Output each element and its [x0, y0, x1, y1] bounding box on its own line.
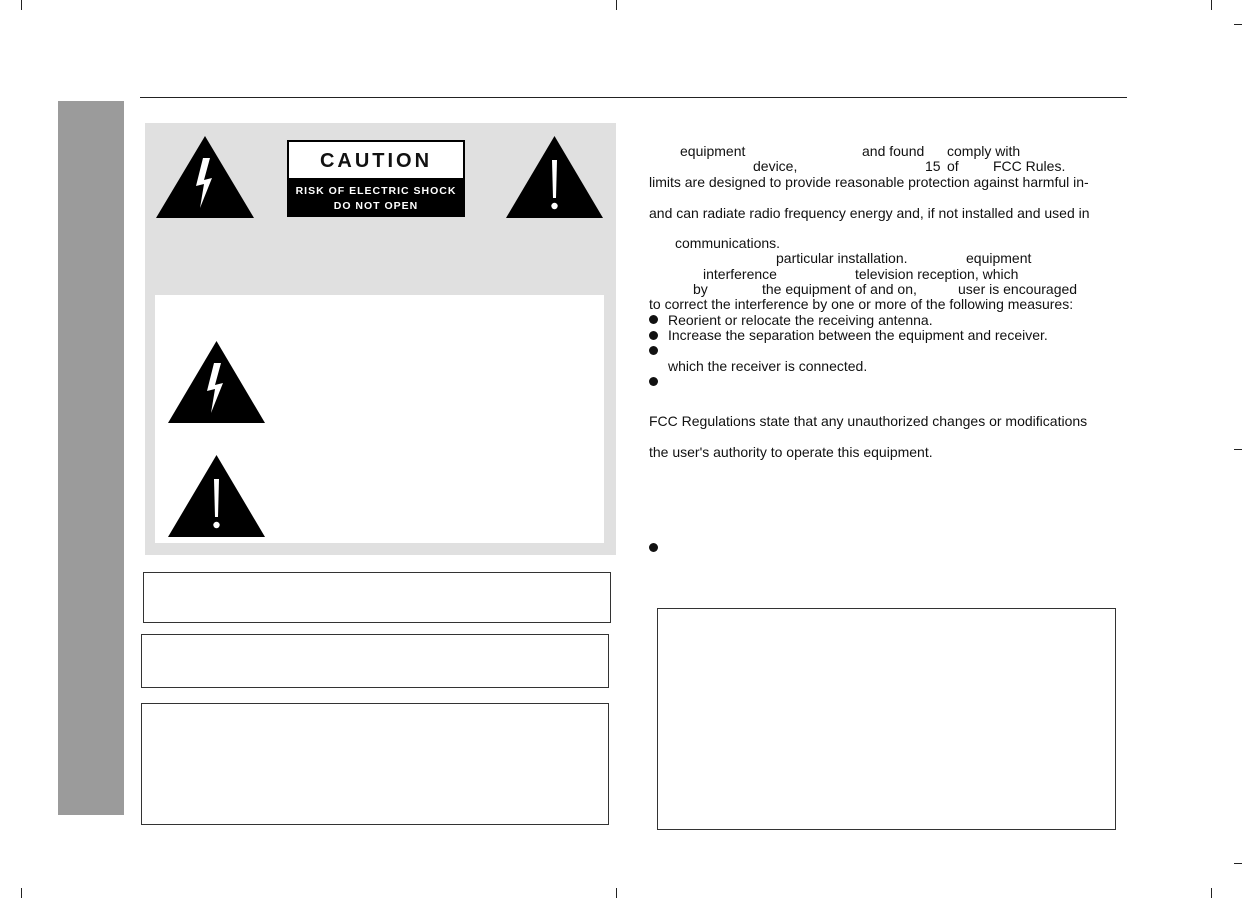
fcc-text: the user's authority to operate this equipment. [649, 444, 933, 460]
crop-mark [1234, 24, 1242, 25]
fcc-text: and can radiate radio frequency energy and, if not installed and used in [649, 205, 1090, 221]
bullet-icon [649, 331, 658, 340]
fcc-text: device, [753, 158, 798, 174]
bullet-icon [649, 543, 658, 552]
notice-box [657, 608, 1116, 830]
crop-mark [1234, 863, 1242, 864]
lightning-warning-icon [156, 136, 254, 218]
notice-box [141, 703, 609, 825]
notice-box [141, 634, 609, 688]
fcc-measure: Increase the separation between the equipment and receiver. [668, 327, 1048, 343]
caution-label [287, 140, 465, 217]
exclamation-warning-icon [168, 455, 265, 537]
crop-mark [21, 888, 22, 898]
fcc-text: FCC Regulations state that any unauthorized changes or modifications [649, 413, 1088, 429]
fcc-text: equipment [966, 250, 1032, 266]
bullet-icon [649, 346, 658, 355]
header-rule [140, 97, 1127, 98]
fcc-text: limits are designed to provide reasonable protection against harmful in- [649, 174, 1089, 190]
fcc-text: television reception, which [855, 266, 1019, 282]
crop-mark [616, 0, 617, 10]
fcc-measure: which the receiver is connected. [668, 358, 868, 374]
fcc-text: to correct the interference by one or more of the following measures: [649, 296, 1074, 312]
fcc-text: by [693, 281, 708, 297]
fcc-text: equipment [680, 143, 746, 159]
caution-line-1: RISK OF ELECTRIC SHOCK [295, 185, 457, 197]
fcc-text: comply with [947, 143, 1021, 159]
crop-mark [1211, 888, 1212, 898]
bullet-icon [649, 377, 658, 386]
fcc-text: communications. [675, 235, 781, 251]
fcc-text: and found [862, 143, 925, 159]
fcc-text: of [947, 158, 959, 174]
notice-box [143, 572, 611, 623]
lightning-warning-icon [168, 341, 265, 423]
crop-mark [1234, 449, 1242, 450]
crop-mark [1211, 0, 1212, 10]
crop-mark [616, 888, 617, 898]
exclamation-warning-icon [506, 136, 603, 218]
bullet-icon [649, 315, 658, 324]
fcc-measure: Reorient or relocate the receiving antenna. [668, 312, 933, 328]
fcc-text: 15 [925, 158, 941, 174]
fcc-text: the equipment of and on, [762, 281, 917, 297]
fcc-text: FCC Rules. [993, 158, 1066, 174]
fcc-text: particular installation. [776, 250, 908, 266]
fcc-text: user is encouraged [958, 281, 1078, 297]
crop-mark [21, 0, 22, 10]
caution-warning-block [289, 178, 463, 215]
fcc-text: interference [703, 266, 777, 282]
caution-title: CAUTION [319, 150, 433, 172]
caution-line-2: DO NOT OPEN [333, 200, 419, 212]
side-tab [58, 101, 124, 815]
